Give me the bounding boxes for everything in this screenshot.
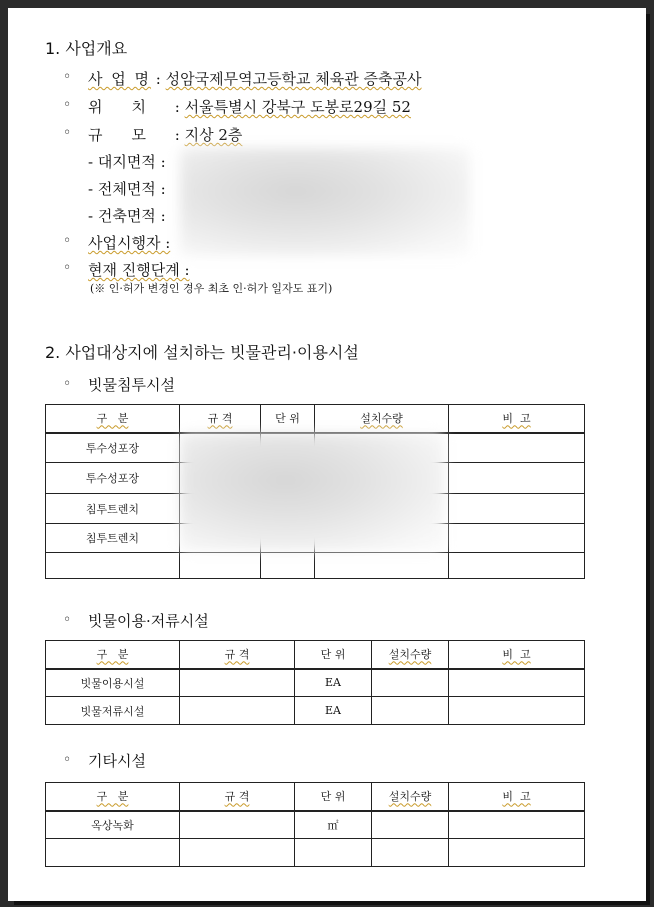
storage-title: 빗물이용·저류시설 bbox=[88, 612, 209, 630]
building-area-label: - 건축면적 : bbox=[88, 207, 166, 225]
row-unit: EA bbox=[325, 676, 341, 690]
header-category: 구 분 bbox=[96, 790, 129, 804]
scale-value: 지상 2층 bbox=[184, 126, 243, 144]
header-unit: 단 위 bbox=[320, 648, 346, 662]
header-remarks: 비 고 bbox=[502, 412, 531, 426]
bullet: ◦ bbox=[63, 612, 72, 628]
colon: : bbox=[174, 98, 185, 116]
table-row bbox=[46, 697, 585, 725]
redacted-area bbox=[180, 148, 470, 256]
row-unit: ㎡ bbox=[327, 818, 339, 832]
infiltration-title: 빗물침투시설 bbox=[88, 376, 175, 394]
header-remarks: 비 고 bbox=[502, 648, 531, 662]
row-category: 침투트렌치 bbox=[85, 502, 140, 516]
table-row bbox=[46, 811, 585, 839]
operator-label: 사업시행자 : bbox=[88, 234, 171, 252]
row-category: 빗물이용시설 bbox=[80, 676, 145, 690]
stage-note: (※ 인·허가 변경인 경우 최초 인·허가 일자도 표기) bbox=[90, 282, 333, 295]
table-header-row bbox=[46, 783, 585, 811]
scale-label: 규 모 bbox=[88, 126, 149, 144]
header-unit: 단 위 bbox=[275, 412, 300, 426]
section2-heading: 2. 사업대상지에 설치하는 빗물관리·이용시설 bbox=[45, 343, 359, 362]
project-name-value: 성암국제무역고등학교 체육관 증축공사 bbox=[165, 70, 422, 88]
location-value: 서울특별시 강북구 도봉로29길 52 bbox=[184, 98, 411, 116]
table-header-row bbox=[46, 641, 585, 669]
location-label: 위 치 bbox=[88, 98, 149, 116]
header-category: 구 분 bbox=[96, 412, 129, 426]
header-category: 구 분 bbox=[96, 648, 129, 662]
row-category: 옥상녹화 bbox=[91, 818, 134, 832]
table-row bbox=[46, 839, 585, 867]
colon: : bbox=[174, 126, 185, 144]
table-row bbox=[46, 669, 585, 697]
header-unit: 단 위 bbox=[320, 790, 346, 804]
other-title: 기타시설 bbox=[88, 752, 146, 770]
bullet: ◦ bbox=[63, 233, 72, 249]
section1-heading: 1. 사업개요 bbox=[45, 39, 128, 58]
bullet: ◦ bbox=[63, 125, 72, 141]
header-spec: 규 격 bbox=[207, 412, 233, 426]
bullet: ◦ bbox=[63, 97, 72, 113]
table-header-row bbox=[46, 405, 585, 433]
header-quantity: 설치수량 bbox=[388, 648, 432, 662]
bullet: ◦ bbox=[63, 69, 72, 85]
total-area-label: - 전체면적 : bbox=[88, 180, 166, 198]
storage-table bbox=[45, 640, 585, 725]
header-quantity: 설치수량 bbox=[360, 412, 403, 426]
header-spec: 규 격 bbox=[224, 648, 250, 662]
row-category: 투수성포장 bbox=[85, 472, 140, 485]
other-table bbox=[45, 782, 585, 867]
row-unit: EA bbox=[325, 704, 341, 717]
project-name-label: 사 업 명 bbox=[88, 70, 152, 88]
location-row bbox=[88, 96, 411, 117]
bullet: ◦ bbox=[63, 752, 72, 768]
bullet: ◦ bbox=[63, 376, 72, 392]
row-category: 빗물저류시설 bbox=[80, 704, 145, 718]
header-quantity: 설치수량 bbox=[388, 790, 432, 804]
project-name-row bbox=[88, 68, 422, 89]
stage-label: 현재 진행단계 : bbox=[88, 261, 190, 279]
header-remarks: 비 고 bbox=[502, 790, 531, 804]
row-category: 투수성포장 bbox=[85, 441, 140, 455]
scale-row bbox=[88, 124, 242, 145]
colon: : bbox=[155, 70, 166, 88]
header-spec: 규 격 bbox=[224, 790, 250, 804]
bullet: ◦ bbox=[63, 260, 72, 276]
row-category: 침투트렌치 bbox=[85, 532, 140, 545]
site-area-label: - 대지면적 : bbox=[88, 153, 166, 171]
table-row bbox=[46, 553, 585, 579]
redacted-area bbox=[180, 433, 444, 551]
